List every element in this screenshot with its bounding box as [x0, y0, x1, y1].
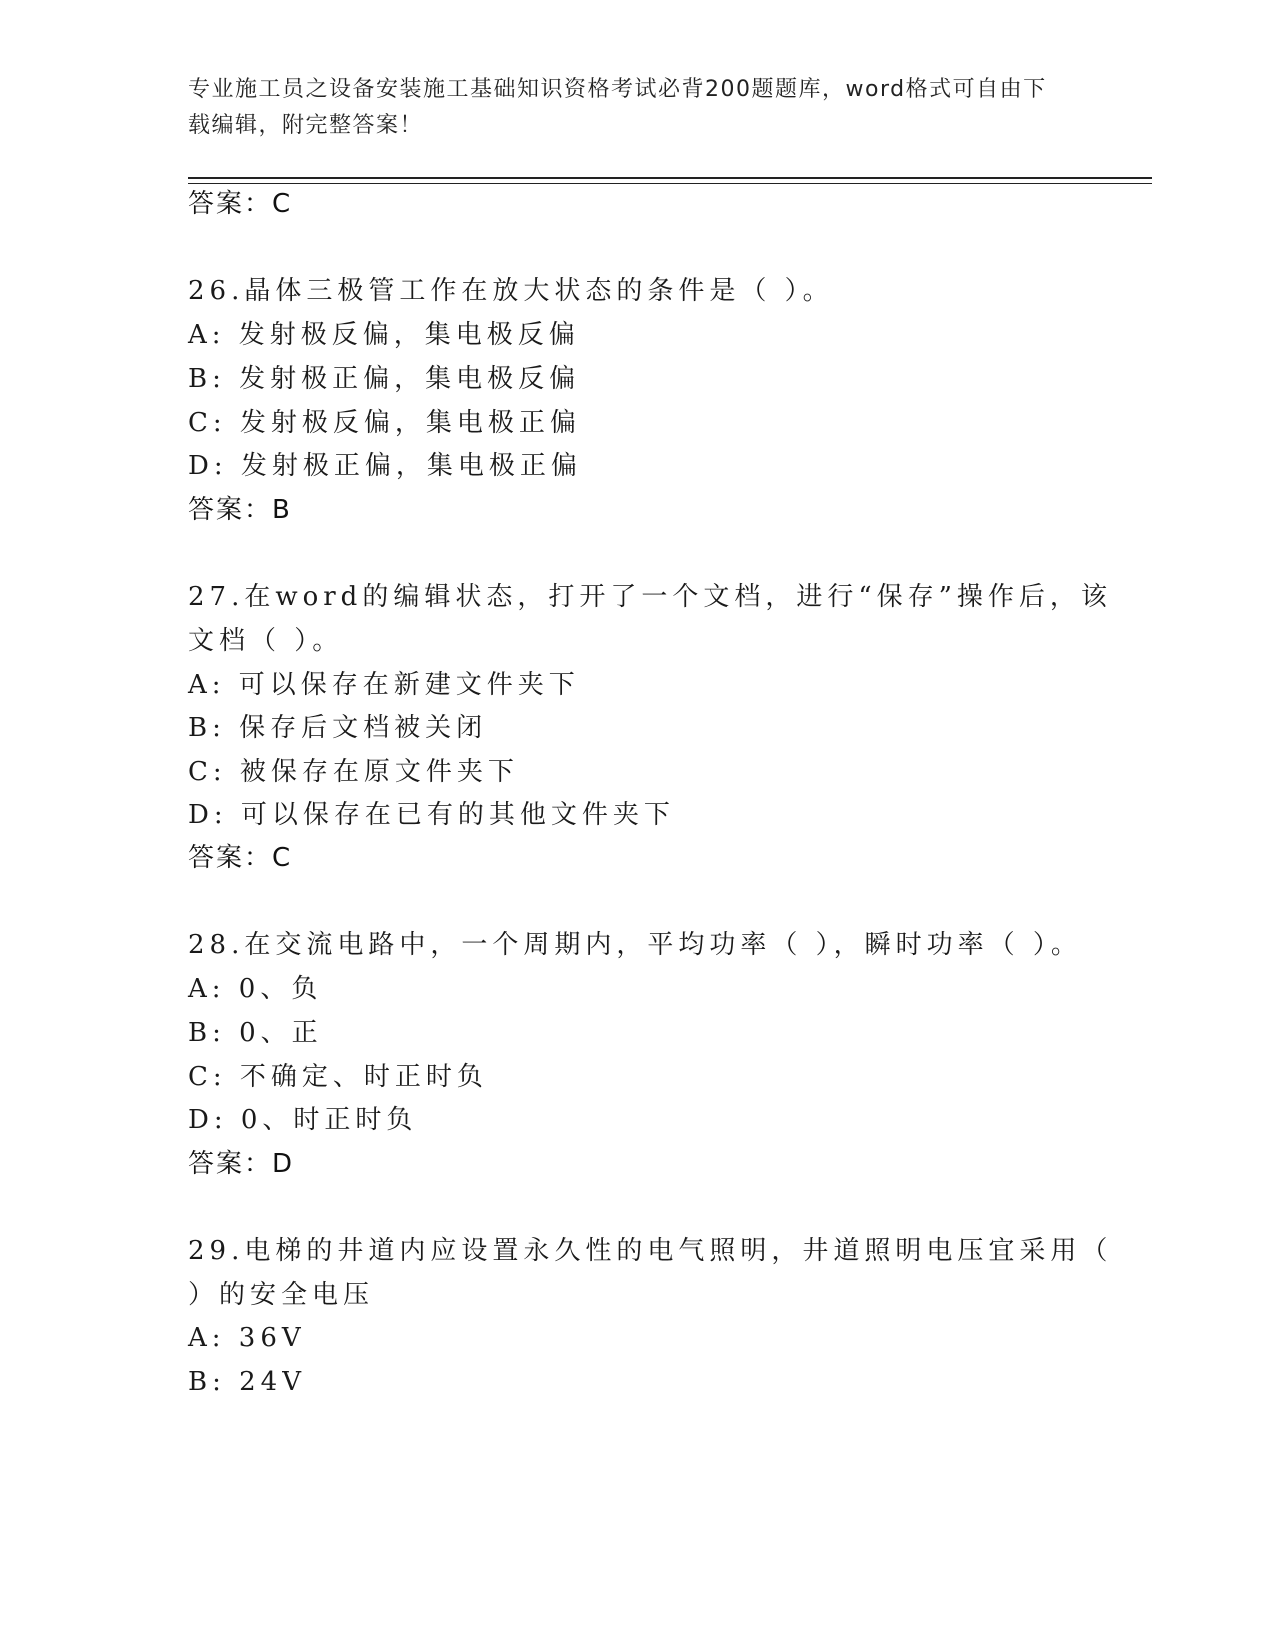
answer-26: 答案：B: [188, 495, 292, 525]
q28-option-a: A: 0、负: [188, 974, 323, 1004]
header-rule-thick: [188, 177, 1152, 179]
q26-option-c: C: 发射极反偏，集电极正偏: [188, 408, 581, 438]
question-27-line1: 27.在word的编辑状态，打开了一个文档，进行“保存”操作后，该: [188, 582, 1112, 612]
q26-option-a: A: 发射极反偏，集电极反偏: [188, 320, 580, 350]
answer-25: 答案：C: [188, 189, 293, 219]
q29-option-a: A: 36V: [188, 1323, 306, 1353]
header-rule-thin: [188, 183, 1152, 184]
question-26: 26.晶体三极管工作在放大状态的条件是（ ）。: [188, 276, 834, 306]
question-28: 28.在交流电路中，一个周期内，平均功率（ ），瞬时功率（ ）。: [188, 930, 1082, 960]
q27-option-b: B: 保存后文档被关闭: [188, 713, 488, 743]
q29-option-b: B: 24V: [188, 1367, 306, 1397]
q26-option-d: D: 发射极正偏，集电极正偏: [188, 451, 582, 481]
q28-option-d: D: 0、时正时负: [188, 1105, 418, 1135]
answer-27: 答案：C: [188, 843, 293, 873]
q26-option-b: B: 发射极正偏，集电极反偏: [188, 364, 581, 394]
q28-option-b: B: 0、正: [188, 1018, 323, 1048]
q28-option-c: C: 不确定、时正时负: [188, 1062, 488, 1092]
question-29-line2: ）的安全电压: [188, 1280, 375, 1310]
q27-option-d: D: 可以保存在已有的其他文件夹下: [188, 800, 675, 830]
question-29-line1: 29.电梯的井道内应设置永久性的电气照明，井道照明电压宜采用（: [188, 1236, 1113, 1266]
question-27-line2: 文档（ ）。: [188, 626, 344, 656]
q27-option-a: A: 可以保存在新建文件夹下: [188, 670, 580, 700]
q27-option-c: C: 被保存在原文件夹下: [188, 757, 519, 787]
answer-28: 答案：D: [188, 1149, 295, 1179]
document-header: 专业施工员之设备安装施工基础知识资格考试必背200题题库，word格式可自由下载编辑，附完整答案！: [188, 77, 1047, 138]
